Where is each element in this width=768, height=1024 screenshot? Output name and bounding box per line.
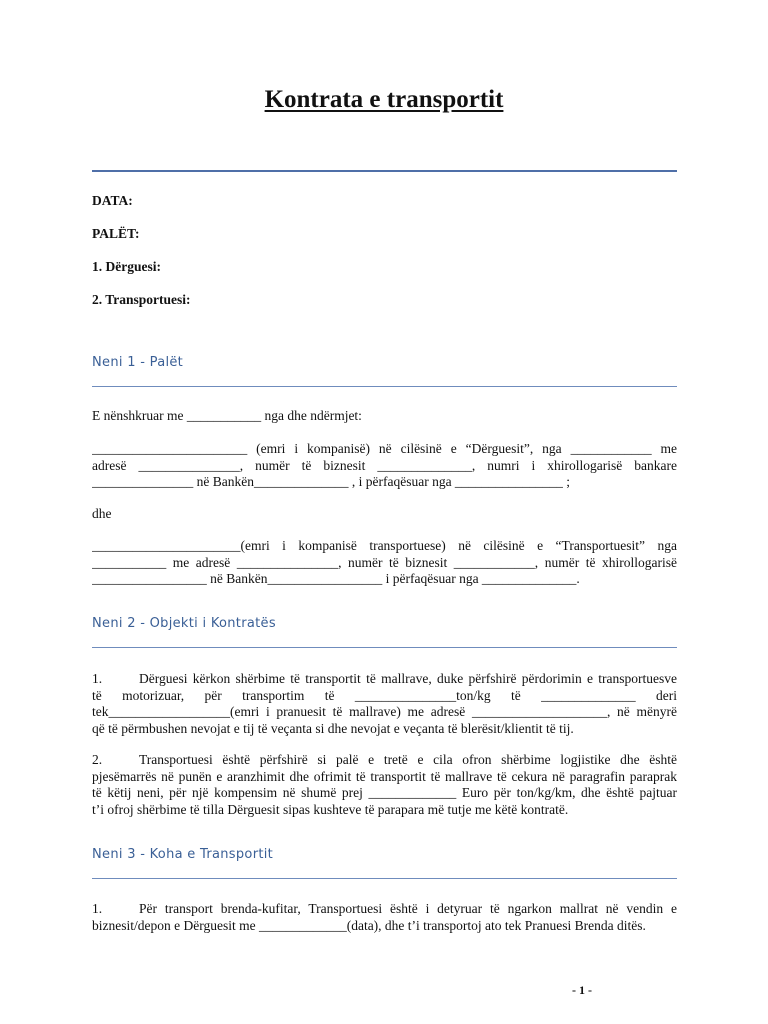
paragraph-number: 1. [92, 901, 103, 916]
paragraph-line [92, 901, 677, 918]
paragraph-number: 1. [92, 671, 103, 686]
article-2-paragraph-2 [92, 752, 677, 818]
paragraph-line: pjesëmarrës në punën e aranzhimit dhe ofrimit të transportit të mallrave të cekura në paragrafin paraprak [92, 768, 677, 784]
paragraph-text: Dërguesi kërkon shërbime të transportit të mallrave, duke përfshirë përdorimin e transportuesve [139, 671, 677, 686]
paragraph-line [92, 752, 677, 769]
article-1-party-1 [92, 441, 677, 491]
article-1-intro-text: E nënshkruar me ___________ nga dhe ndërmjet: [92, 408, 362, 423]
paragraph-number: 2. [92, 752, 103, 767]
article-2-heading: Neni 2 - Objekti i Kontratës [92, 616, 276, 631]
document-title: Kontrata e transportit [264, 86, 504, 113]
paragraph-line: tek__________________(emri i pranuesit të mallrave) me adresë ____________________, në mënyrë [92, 704, 677, 719]
article-3-paragraph-1 [92, 901, 677, 934]
party-1-line: _______________ në Bankën______________ , i përfaqësuar nga ________________ ; [92, 474, 571, 489]
article-1-intro [92, 408, 677, 425]
sender-label: 1. Dërguesi: [92, 259, 161, 274]
party-2-line: _________________ në Bankën_________________ i përfaqësuar nga ______________. [92, 571, 580, 586]
title-divider [92, 170, 677, 172]
paragraph-text: Transportuesi është përfshirë si palë e tretë e cila ofron shërbime logjistike dhe është [139, 752, 677, 767]
carrier-label: 2. Transportuesi: [92, 292, 191, 307]
article-1-party-2 [92, 538, 677, 588]
connector-text: dhe [92, 506, 112, 521]
party-2-line: ___________ me adresë _______________, numër të biznesit ____________, numër të xhirollogarisë [92, 554, 677, 570]
article-1-connector [92, 506, 677, 523]
article-2-divider [92, 647, 677, 648]
parties-label: PALËT: [92, 226, 140, 241]
paragraph-line [92, 671, 677, 688]
party-2-line: ______________________(emri i kompanisë transportuese) në cilësinë e “Transportuesit” nga [92, 538, 677, 553]
article-2-paragraph-1 [92, 671, 677, 737]
date-field-label: DATA: [92, 193, 133, 208]
paragraph-line: të këtij neni, për një kompensim në shumë prej _____________ Euro për ton/kg/km, dhe është pajtuar [92, 785, 677, 800]
page-number: - 1 - [572, 983, 592, 997]
article-3-heading: Neni 3 - Koha e Transportit [92, 847, 274, 862]
paragraph-text: Për transport brenda-kufitar, Transportuesi është i detyruar të ngarkon mallrat në vendin e [139, 901, 677, 916]
article-1-divider [92, 386, 677, 387]
article-1-heading: Neni 1 - Palët [92, 355, 184, 370]
paragraph-line: që të përmbushen nevojat e tij të veçanta si dhe nevojat e veçanta të blerësit/klientit të tij. [92, 720, 574, 736]
paragraph-line: biznesit/depon e Dërguesit me _____________(data), dhe t’i transportoj ato tek Pranuesi Brenda ditës. [92, 917, 646, 933]
paragraph-line: t’i ofroj shërbime të tilla Dërguesit sipas kushteve të parapara më tutje me këtë kontratë. [92, 801, 569, 817]
article-3-divider [92, 878, 677, 879]
paragraph-line: të motorizuar, për transportim të _______________ton/kg të ______________ deri [92, 687, 677, 703]
party-1-line: adresë _______________, numër të biznesit ______________, numri i xhirollogarisë bankare [92, 457, 677, 473]
party-1-line: _______________________ (emri i kompanisë) në cilësinë e “Dërguesit”, nga ____________ me [92, 441, 677, 456]
